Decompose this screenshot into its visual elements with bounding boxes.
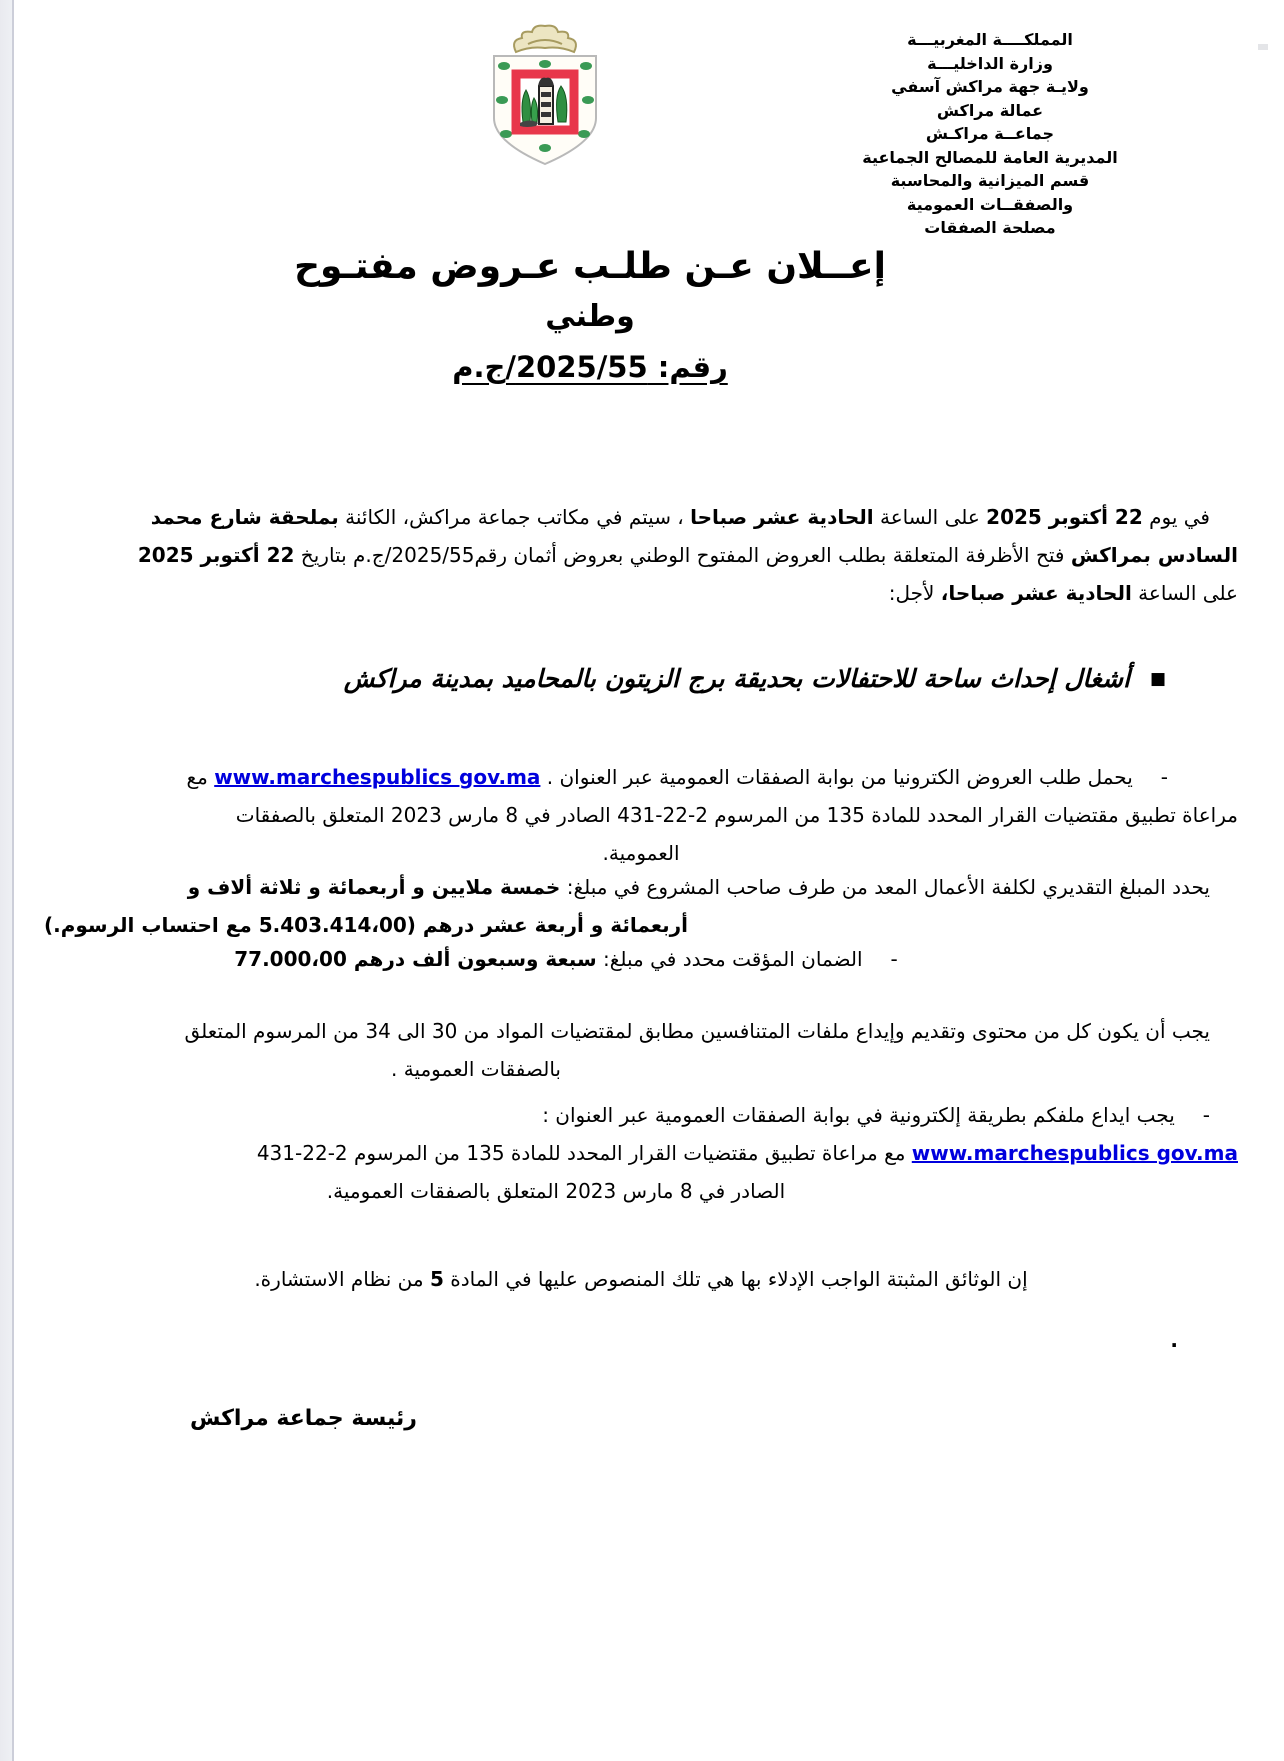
deposit-line-1 (44, 1096, 1238, 1134)
supporting-documents-line (44, 1260, 1238, 1298)
p1-text: على الساعة (1131, 581, 1238, 605)
header-line-kingdom: المملكــــة المغربيـــة (907, 30, 1073, 49)
p1-time-bold: الحادية عشر صباحا، (940, 581, 1132, 605)
estimate-amount-words-bold: خمسة ملايين و أربعمائة و ثلاثة ألاف و (187, 875, 561, 899)
portal-text: مراعاة تطبيق مقتضيات القرار المحدد للمادة 135 من المرسوم 2-22-431 الصادر في 8 مارس 2023 المتعلق بالصفقات (235, 803, 1238, 827)
compliance-paragraph (44, 1012, 1238, 1088)
compliance-line-1 (44, 1012, 1238, 1050)
deposit-text: مع مراعاة تطبيق مقتضيات القرار المحدد للمادة 135 من المرسوم 2-22-431 (256, 1141, 912, 1165)
marchespublics-link[interactable]: www.marchespublics gov.ma (214, 765, 541, 789)
tender-subject-line (44, 658, 1238, 700)
compliance-line-2 (44, 1050, 908, 1088)
dash-bullet: - (1202, 1103, 1210, 1127)
header-line-wilaya: ولايـة جهة مراكش آسفي (891, 77, 1089, 96)
p1-address-bold: السادس بمراكش (1070, 543, 1238, 567)
marrakech-coat-of-arms-logo (478, 22, 612, 172)
docs-text: إن الوثائق المثبتة الواجب الإدلاء بها هي تلك المنصوص عليها في المادة (443, 1267, 1028, 1291)
opening-paragraph (44, 498, 1238, 612)
estimate-text: يحدد المبلغ التقديري لكلفة الأعمال المعد من طرف صاحب المشروع في مبلغ: (560, 875, 1210, 899)
portal-download-paragraph (44, 758, 1238, 872)
deposit-line-2 (44, 1134, 1238, 1172)
signature-title: رئيسة جماعة مراكش (190, 1406, 417, 1431)
cost-estimate-paragraph (44, 868, 1238, 944)
portal-text: يحمل طلب العروض الكترونيا من بوابة الصفقات العمومية عبر العنوان . (540, 765, 1133, 789)
header-line-ministry: وزارة الداخليـــة (927, 53, 1053, 73)
title-national: وطني (545, 299, 635, 334)
docs-text: من نظام الاستشارة. (254, 1267, 430, 1291)
p1-text: ، سيتم في مكاتب جماعة مراكش، الكائنة (338, 505, 691, 529)
deposit-line-3 (44, 1172, 1068, 1210)
dash-bullet: - (890, 947, 898, 971)
square-bullet-icon: ■ (1149, 669, 1166, 689)
administrative-header (830, 28, 1150, 240)
p1-date-bold: 22 أكتوبر 2025 (986, 505, 1143, 529)
portal-text: العمومية. (602, 841, 680, 865)
marchespublics-link[interactable]: www.marchespublics gov.ma (911, 1141, 1238, 1165)
p1-time-bold: الحادية عشر صباحا (690, 505, 874, 529)
guarantee-amount-figure: 77.000،00 (234, 947, 347, 971)
p1-text: لأجل: (888, 581, 941, 605)
scan-artifact (1258, 44, 1268, 50)
announcement-title-block (0, 246, 1180, 384)
docs-article-number-bold: 5 (429, 1267, 444, 1291)
portal-line-3 (44, 834, 1238, 872)
estimate-amount-suffix-bold: مع احتساب الرسوم.) (44, 913, 259, 937)
portal-text: مع (186, 765, 215, 789)
deposit-text: يجب ايداع ملفكم بطريقة إلكترونية في بوابة الصفقات العمومية عبر العنوان : (542, 1103, 1175, 1127)
compliance-text: بالصفقات العمومية . (391, 1057, 561, 1081)
opening-line-1 (44, 498, 1238, 536)
electronic-deposit-paragraph (44, 1096, 1238, 1210)
crown-icon (514, 26, 576, 52)
opening-line-3 (44, 574, 1238, 612)
estimate-line-2 (44, 906, 1238, 944)
dash-bullet: - (1160, 765, 1168, 789)
estimate-amount-words-bold: أربعمائة و أربعة عشر درهم ( (406, 913, 688, 937)
p1-text: على الساعة (873, 505, 987, 529)
p1-address-bold: بملحقة شارع محمد (150, 505, 339, 529)
header-line-budget-division: قسم الميزانية والمحاسبة (890, 171, 1090, 190)
tower-icon (538, 78, 554, 124)
estimate-amount-figure: 5.403.414،00 (258, 913, 407, 937)
estimate-line-1 (44, 868, 1238, 906)
p1-text: فتح الأظرفة المتعلقة بطلب العروض المفتوح الوطني بعروض أثمان رقم2025/55/ج.م بتاريخ (294, 543, 1071, 567)
portal-line-2 (44, 796, 1238, 834)
header-line-markets-service: مصلحة الصفقات (924, 218, 1056, 237)
provisional-guarantee-line (44, 940, 1238, 978)
deposit-text: الصادر في 8 مارس 2023 المتعلق بالصفقات العمومية. (326, 1179, 786, 1203)
header-line-commune: جماعــة مراكـش (925, 124, 1055, 143)
p1-date-bold: 22 أكتوبر 2025 (137, 543, 295, 567)
page-title: إعــلان عـن طلـب عـروض مفتـوح (294, 246, 886, 287)
tender-subject-text: أشغال إحداث ساحة للاحتفالات بحديقة برج الزيتون بالمحاميد بمدينة مراكش (343, 664, 1130, 693)
stray-period-mark: . (1170, 1328, 1178, 1352)
header-line-directorate: المديرية العامة للمصالح الجماعية (862, 147, 1118, 167)
header-line-public-procurement: والصفقــات العمومية (906, 194, 1074, 214)
tender-number: رقم: 2025/55/ج.م (452, 350, 728, 384)
guarantee-text: الضمان المؤقت محدد في مبلغ: (596, 947, 863, 971)
opening-line-2 (44, 536, 1238, 574)
guarantee-amount-words-bold: سبعة وسبعون ألف درهم (346, 947, 597, 971)
compliance-text: يجب أن يكون كل من محتوى وتقديم وإيداع ملفات المتنافسين مطابق لمقتضيات المواد من 30 الى 34 من المرسوم المتعلق (184, 1019, 1210, 1043)
portal-line-1 (44, 758, 1238, 796)
p1-text: في يوم (1142, 505, 1210, 529)
header-line-prefecture: عمالة مراكش (936, 100, 1044, 120)
